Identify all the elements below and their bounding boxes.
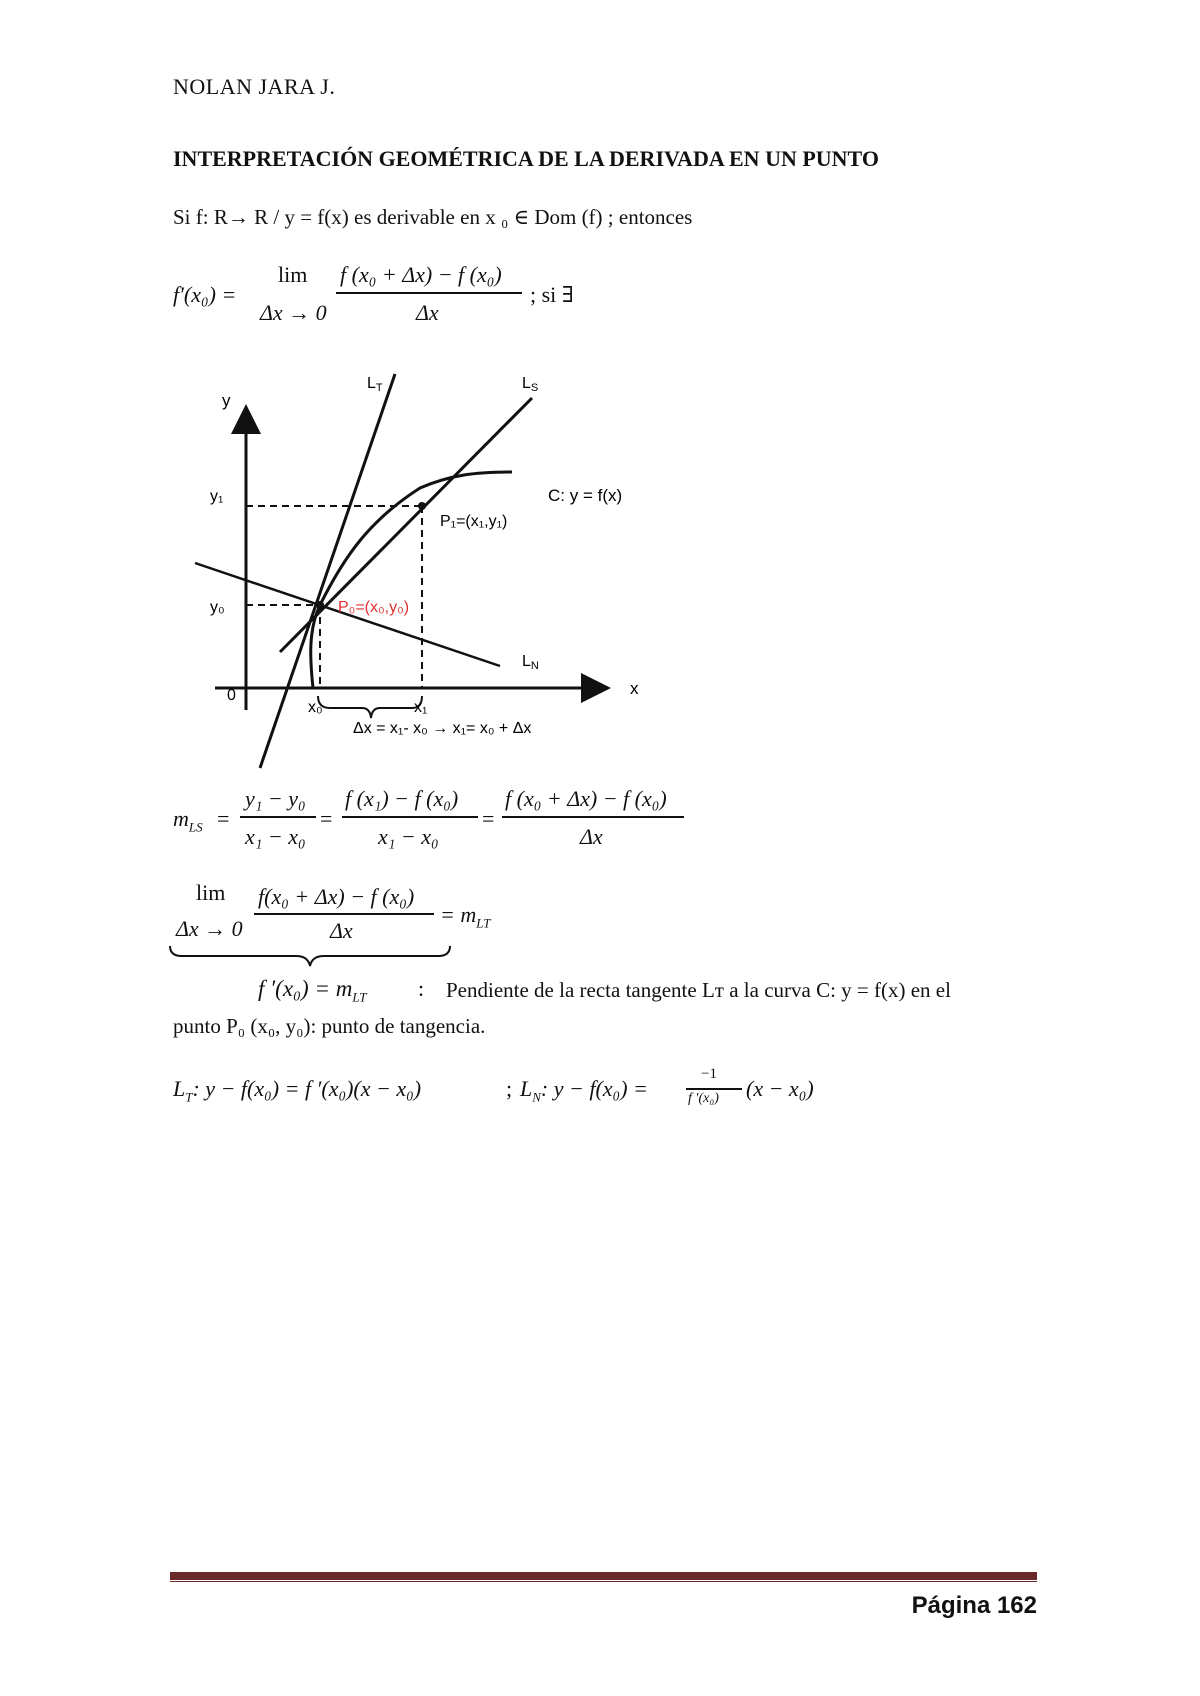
delta-label: Δx = x₁- x₀ → x₁= x₀ + Δx: [353, 720, 532, 737]
mls-frac1-num: y₁ − y₀: [245, 786, 306, 811]
label-x0: x₀: [308, 699, 323, 716]
mls-frac3-num: f (x₀ + Δx) − f (x₀): [505, 786, 667, 811]
limit-rhs: = $m_{LT}$: [440, 902, 491, 931]
definition-lhs: f′(x₀) =: [173, 282, 237, 307]
mls-eq1: =: [217, 806, 230, 831]
label-ls: LS: [522, 375, 539, 394]
header-author: NOLAN JARA J.: [173, 74, 336, 99]
mls-frac3-bar: [502, 816, 684, 818]
limit-lim: lim: [196, 880, 226, 905]
axis-x-label: x: [630, 679, 639, 698]
limit-denominator: Δx: [330, 918, 353, 943]
definition-suffix: ; si ∃: [530, 282, 574, 307]
ln-tail: (x − x₀): [746, 1076, 814, 1101]
point-p1: [418, 502, 426, 510]
limit-fraction-bar: [254, 913, 434, 915]
p0-label: P₀=(x₀,y₀): [338, 599, 410, 616]
derivative-formula: f $'(x_0) = m_{LT}$: [258, 976, 367, 1005]
footer-rule-thin: [170, 1581, 1037, 1582]
limit-underbrace: [168, 944, 452, 968]
label-y0: y₀: [210, 599, 225, 616]
lt-equation: $L_T$: y − f(x₀) = f ′(x₀)(x − x₀): [173, 1076, 422, 1105]
definition-numerator: f (x₀ + Δx) − f (x₀): [340, 262, 502, 287]
mls-frac2-den: x₁ − x₀: [378, 824, 439, 849]
intro-text: Si f: R→ R / y = f(x) es derivable en x ₀ ∈ Dom (f) ; entonces: [173, 205, 693, 229]
ln-fraction-den: f ′(x₀): [688, 1091, 719, 1106]
mls-frac2-bar: [342, 816, 478, 818]
axis-y-label: y: [222, 391, 231, 410]
label-y1: y₁: [210, 488, 224, 505]
lines-separator: ;: [506, 1076, 513, 1101]
footer-rule: [170, 1572, 1037, 1580]
definition-denominator: Δx: [416, 300, 439, 325]
mls-frac1-bar: [240, 816, 316, 818]
curve-c: [311, 472, 512, 688]
ln-fraction-bar: [686, 1088, 742, 1090]
limit-lim-sub: Δx → 0: [176, 916, 243, 941]
definition-lim-sub: Δx → 0: [260, 300, 327, 325]
derivative-colon: :: [418, 976, 425, 1001]
mls-frac1-den: x₁ − x₀: [245, 824, 306, 849]
label-ln: LN: [522, 653, 539, 672]
page-number: Página 162: [911, 1592, 1037, 1619]
limit-numerator: f(x₀ + Δx) − f (x₀): [258, 884, 415, 909]
ln-fraction-num: −1: [701, 1066, 717, 1082]
derivative-description-line1: Pendiente de la recta tangente Lᴛ a la curva C: y = f(x) en el: [446, 978, 951, 1002]
derivative-description-line2: punto P₀ (x₀, y₀): punto de tangencia.: [173, 1014, 486, 1038]
definition-fraction-bar: [336, 292, 522, 294]
mls-frac3-den: Δx: [580, 824, 603, 849]
ln-equation: $L_N$: y − f(x₀) =: [520, 1076, 648, 1105]
tangent-secant-figure: [170, 360, 690, 780]
point-p0: [316, 601, 324, 609]
curve-label: C: y = f(x): [548, 486, 623, 505]
origin-label: 0: [227, 687, 236, 704]
definition-lim: lim: [278, 262, 308, 287]
mls-lhs: $m_{LS}$: [173, 806, 203, 835]
mls-eq2: =: [320, 806, 333, 831]
label-lt: LT: [367, 375, 383, 394]
p1-label: P₁=(x₁,y₁): [440, 513, 508, 530]
section-title: INTERPRETACIÓN GEOMÉTRICA DE LA DERIVADA EN UN PUNTO: [173, 146, 879, 171]
delta-brace: [318, 696, 422, 718]
mls-frac2-num: f (x₁) − f (x₀): [345, 786, 459, 811]
mls-eq3: =: [482, 806, 495, 831]
label-x1: x₁: [414, 699, 428, 716]
